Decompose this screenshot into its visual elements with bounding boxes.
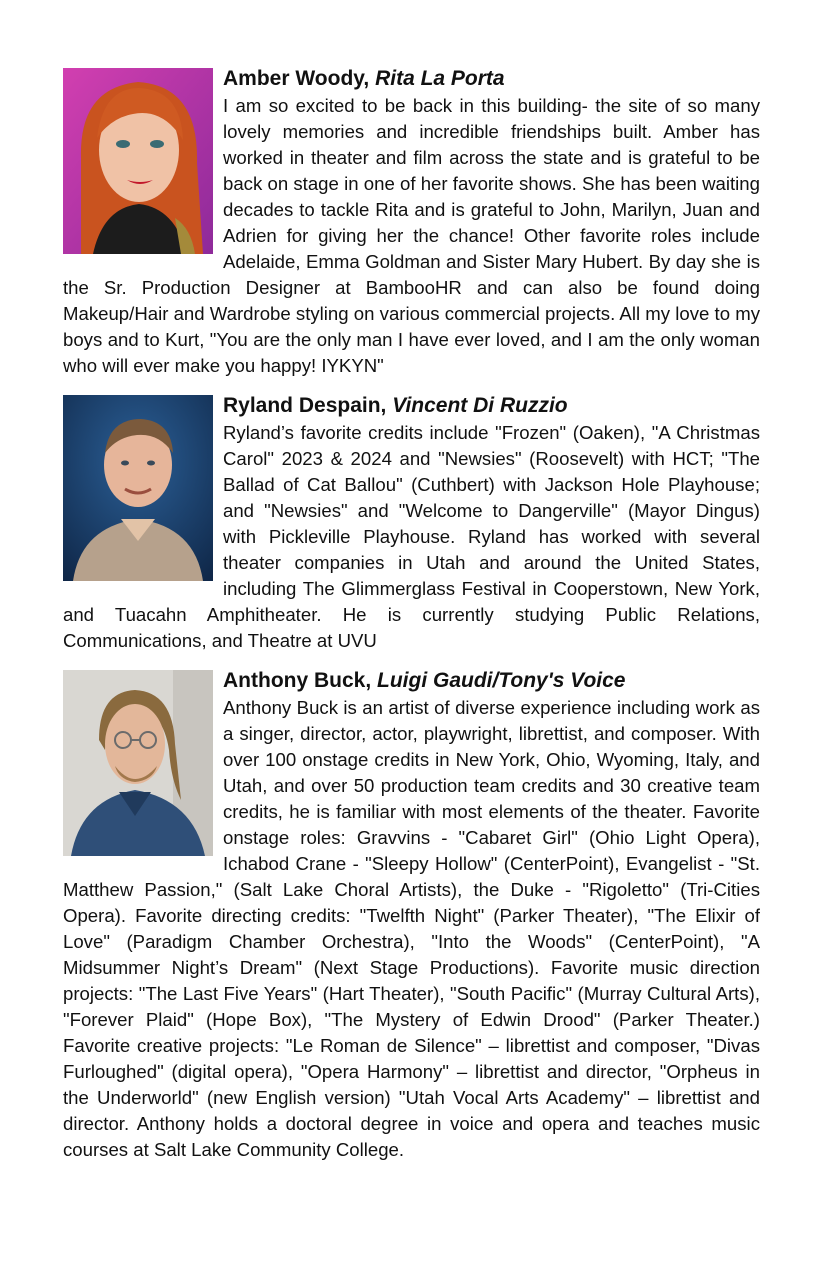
headshot-amber-woody bbox=[63, 68, 213, 254]
actor-name: Ryland Despain, bbox=[223, 394, 387, 417]
bio-amber-woody bbox=[63, 66, 760, 379]
character-name: Rita La Porta bbox=[375, 67, 505, 90]
character-name: Luigi Gaudi/Tony's Voice bbox=[377, 669, 626, 692]
bio-text: Ryland’s favorite credits include "Frozen" (Oaken), "A Christmas Carol" 2023 & 2024 and "Newsies" (Roosevelt) with HCT; "The Ballad of Cat Ballou" (Cuthbert) with Jackson Hole Playhouse; and "Newsies" and "Welcome to Dangerville" (Mayor Dingus) with Pickleville Playhouse. Ryland has worked with several theater companies in Utah and around the United States, including The Glimmerglass Festival in Cooperstown, New York, and Tuacahn Amphitheater. He is currently studying Public Relations, Communications, and Theatre at UVU bbox=[63, 422, 760, 651]
actor-name: Amber Woody, bbox=[223, 67, 370, 90]
actor-name: Anthony Buck, bbox=[223, 669, 372, 692]
character-name: Vincent Di Ruzzio bbox=[392, 394, 568, 417]
cast-bios bbox=[63, 66, 760, 1177]
headshot-ryland-despain bbox=[63, 395, 213, 581]
bio-anthony-buck bbox=[63, 668, 760, 1163]
bio-text: Anthony Buck is an artist of diverse experience including work as a singer, director, actor, playwright, librettist, and composer. With over 100 onstage credits in New York, Ohio, Wyoming, Italy, and Utah, and over 50 production team credits and 30 creative team credits, he is familiar with most elements of the theater. Favorite onstage roles: Gravvins - "Cabaret Girl" (Ohio Light Opera), Ichabod Crane - "Sleepy Hollow" (CenterPoint), Evangelist - "St. Matthew Passion," (Salt Lake Choral Artists), the Duke - "Rigoletto" (Tri-Cities Opera). Favorite directing credits: "Twelfth Night" (Parker Theater), "The Elixir of Love" (Paradigm Chamber Orchestra), "Into the Woods" (CenterPoint), "A Midsummer Night’s Dream" (Next Stage Productions). Favorite music direction projects: "The Last Five Years" (Hart Theater), "South Pacific" (Murray Cultural Arts), "Forever Plaid" (Hope Box), "The Mystery of Edwin Drood" (Parker Theater.) Favorite creative projects: "Le Roman de Silence" – librettist and composer, "Divas Furloughed" (digital opera), "Opera Harmony" – librettist and director, "Orpheus in the Underworld" (new English version) "Utah Vocal Arts Academy" – librettist and director. Anthony holds a doctoral degree in voice and opera and teaches music courses at Salt Lake Community College. bbox=[63, 697, 760, 1160]
bio-text: I am so excited to be back in this building- the site of so many lovely memories and incredible friendships built. Amber has worked in theater and film across the state and is grateful to be back on stage in one of her favorite shows. She has been waiting decades to tackle Rita and is grateful to John, Marilyn, Juan and Adrien for giving her the chance! Other favorite roles include Adelaide, Emma Goldman and Sister Mary Hubert. By day she is the Sr. Production Designer at BambooHR and can also be found doing Makeup/Hair and Wardrobe styling on various commercial projects. All my love to my boys and to Kurt, "You are the only man I have ever loved, and I am the only woman who will ever make you happy! IYKYN" bbox=[63, 95, 760, 376]
bio-ryland-despain bbox=[63, 393, 760, 654]
headshot-anthony-buck bbox=[63, 670, 213, 856]
